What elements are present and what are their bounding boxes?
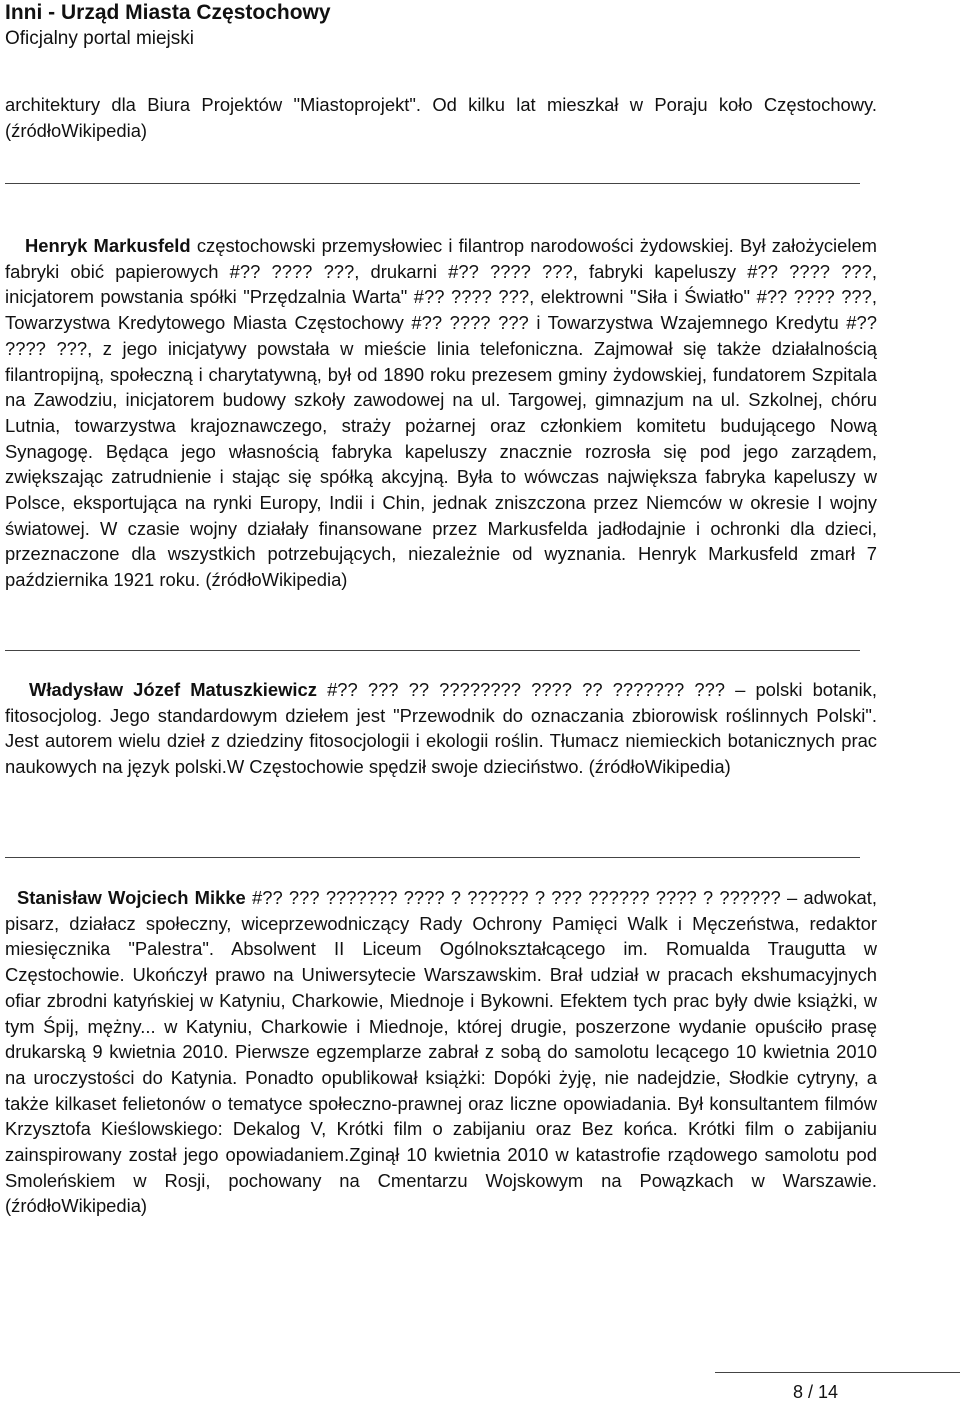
- page-title: Inni - Urząd Miasta Częstochowy: [5, 1, 331, 24]
- footer-divider: [715, 1372, 960, 1373]
- entry-wladyslaw-matuszkiewicz: [5, 677, 877, 780]
- section-divider: [5, 650, 860, 651]
- paragraph-architektura: [5, 92, 877, 143]
- entry-name: Stanisław Wojciech Mikke: [17, 887, 246, 908]
- entry-name: Henryk Markusfeld: [25, 235, 191, 256]
- paragraph-text: architektury dla Biura Projektów "Miastoprojekt". Od kilku lat mieszkał w Poraju koło Częstochowy. (źródłoWikipedia): [5, 94, 877, 141]
- entry-stanislaw-mikke: [5, 885, 877, 1219]
- page-number: 8 / 14: [793, 1382, 839, 1402]
- entry-henryk-markusfeld: [5, 233, 877, 593]
- page-subtitle: Oficjalny portal miejski: [5, 28, 194, 49]
- section-divider: [5, 857, 860, 858]
- entry-name: Władysław Józef Matuszkiewicz: [29, 679, 317, 700]
- section-divider: [5, 183, 860, 184]
- entry-text: częstochowski przemysłowiec i filantrop narodowości żydowskiej. Był założycielem fabryki obić papierowych #?? ???? ???, drukarni #?? ???? ???, fabryki kapeluszy #?? ???? ???, inicjatorem powstania spółki "Przędzalnia Warta" #?? ???? ???, elektrowni "Siła i Światło" #?? ???? ???, Towarzystwa Kredytowego Miasta Częstochowy #?? ???? ??? i Towarzystwa Wzajemnego Kredytu #?? ???? ???, z jego inicjatywy powstała w mieście linia telefoniczna. Zajmował się także działalnością filantropijną, społeczną i charytatywną, był od 1890 roku prezesem gminy żydowskiej, fundatorem Szpitala na Zawodziu, inicjatorem budowy szkoły zawodowej na ul. Targowej, gimnazjum na ul. Szkolnej, chóru Lutnia, towarzystwa krajoznawczego, straży pożarnej oraz członkiem komitetu budującego Nową Synagogę. Będąca jego własnością fabryka kapeluszy znacznie rozrosła się pod jego zarządem, zwiększając zatrudnienie i stając się spółką akcyjną. Była to wówczas największa fabryka kapeluszy w Polsce, eksportująca na rynki Europy, Indii i Chin, jednak zniszczona przez Niemców w okresie I wojny światowej. W czasie wojny działały finansowane przez Markusfelda jadłodajnie i ochronki dla dzieci, przeznaczone dla wszystkich potrzebujących, niezależnie od wyznania. Henryk Markusfeld zmarł 7 października 1921 roku. (źródłoWikipedia): [5, 235, 877, 591]
- entry-text: #?? ??? ?? ???????? ???? ?? ??????? ??? – polski botanik, fitosocjolog. Jego standardowym dziełem jest "Przewodnik do oznaczania zbiorowisk roślinnych Polski". Jest autorem wielu dzieł z dziedziny fitosocjologii i ekologii roślin. Tłumacz niemieckich botanicznych prac naukowych na język polski.W Częstochowie spędził swoje dzieciństwo. (źródłoWikipedia): [5, 679, 877, 778]
- entry-text: #?? ??? ??????? ???? ? ?????? ? ??? ?????? ???? ? ?????? – adwokat, pisarz, działacz społeczny, wiceprzewodniczący Rady Ochrony Pamięci Walk i Męczeństwa, redaktor miesięcznika "Palestra". Absolwent II Liceum Ogólnokształcącego im. Romualda Traugutta w Częstochowie. Ukończył prawo na Uniwersytecie Warszawskim. Brał udział w pracach ekshumacyjnych ofiar zbrodni katyńskiej w Katyniu, Charkowie, Miednoje i Bykowni. Efektem tych prac były dwie książki, w tym Śpij, mężny... w Katyniu, Charkowie i Miednoje, której drugie, poszerzone wydanie opuściło prasę drukarską 9 kwietnia 2010. Pierwsze egzemplarze zabrał z sobą do samolotu lecącego 10 kwietnia 2010 na uroczystości do Katynia. Ponadto opublikował książki: Dopóki żyję, nie nadejdzie, Słodkie cytryny, a także kilkaset felietonów o tematyce społeczno-prawnej oraz liczne opowiadania. Był konsultantem filmów Krzysztofa Kieślowskiego: Dekalog V, Krótki film o zabijaniu oraz Bez końca. Krótki film o zabijaniu zainspirowany został jego opowiadaniem.Zginął 10 kwietnia 2010 w katastrofie rządowego samolotu pod Smoleńskiem w Rosji, pochowany na Cmentarzu Wojskowym na Powązkach w Warszawie. (źródłoWikipedia): [5, 887, 877, 1217]
